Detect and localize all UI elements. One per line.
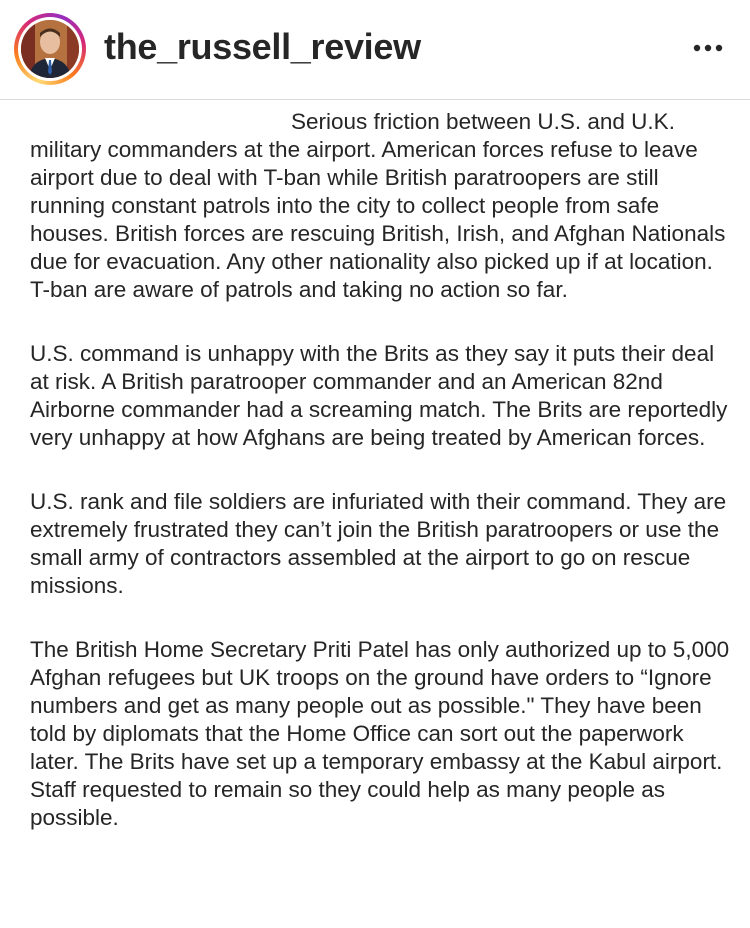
more-options-button[interactable] bbox=[686, 30, 730, 66]
avatar-border bbox=[18, 17, 82, 81]
more-horizontal-icon bbox=[686, 30, 730, 66]
post-header bbox=[0, 0, 750, 100]
caption-paragraph: The British Home Secretary Priti Patel has only authorized up to 5,000 Afghan refugees but UK troops on the ground have orders to “Ignore numbers and get as many people out as possible." They have been told by diplomats that the Home Office can sort out the paperwork later. The Brits have set up a temporary embassy at the Kabul airport. Staff requested to remain so they could help as many people as possible. bbox=[30, 637, 730, 830]
profile-photo-icon bbox=[21, 20, 79, 78]
caption-paragraph: U.S. rank and file soldiers are infuriated with their command. They are extremely frustrated they can’t join the British paratroopers or use the small army of contractors assembled at the airport to go on rescue missions. bbox=[30, 489, 727, 598]
story-ring[interactable] bbox=[14, 13, 86, 85]
avatar[interactable] bbox=[21, 20, 79, 78]
caption-paragraph: Serious friction between U.S. and U.K. military commanders at the airport. American forces refuse to leave airport due to deal with T-ban while British paratroopers are still running constant patrols into the city to collect people from safe houses. British forces are rescuing British, Irish, and Afghan Nationals due for evacuation. Any other nationality also picked up if at location. T-ban are aware of patrols and taking no action so far. bbox=[30, 109, 726, 302]
post-caption bbox=[30, 108, 730, 868]
username[interactable]: the_russell_review bbox=[104, 26, 421, 67]
caption-paragraph: U.S. command is unhappy with the Brits as they say it puts their deal at risk. A British paratrooper commander and an American 82nd Airborne commander had a screaming match. The Brits are reportedly very unhappy at how Afghans are being treated by American forces. bbox=[30, 341, 728, 450]
